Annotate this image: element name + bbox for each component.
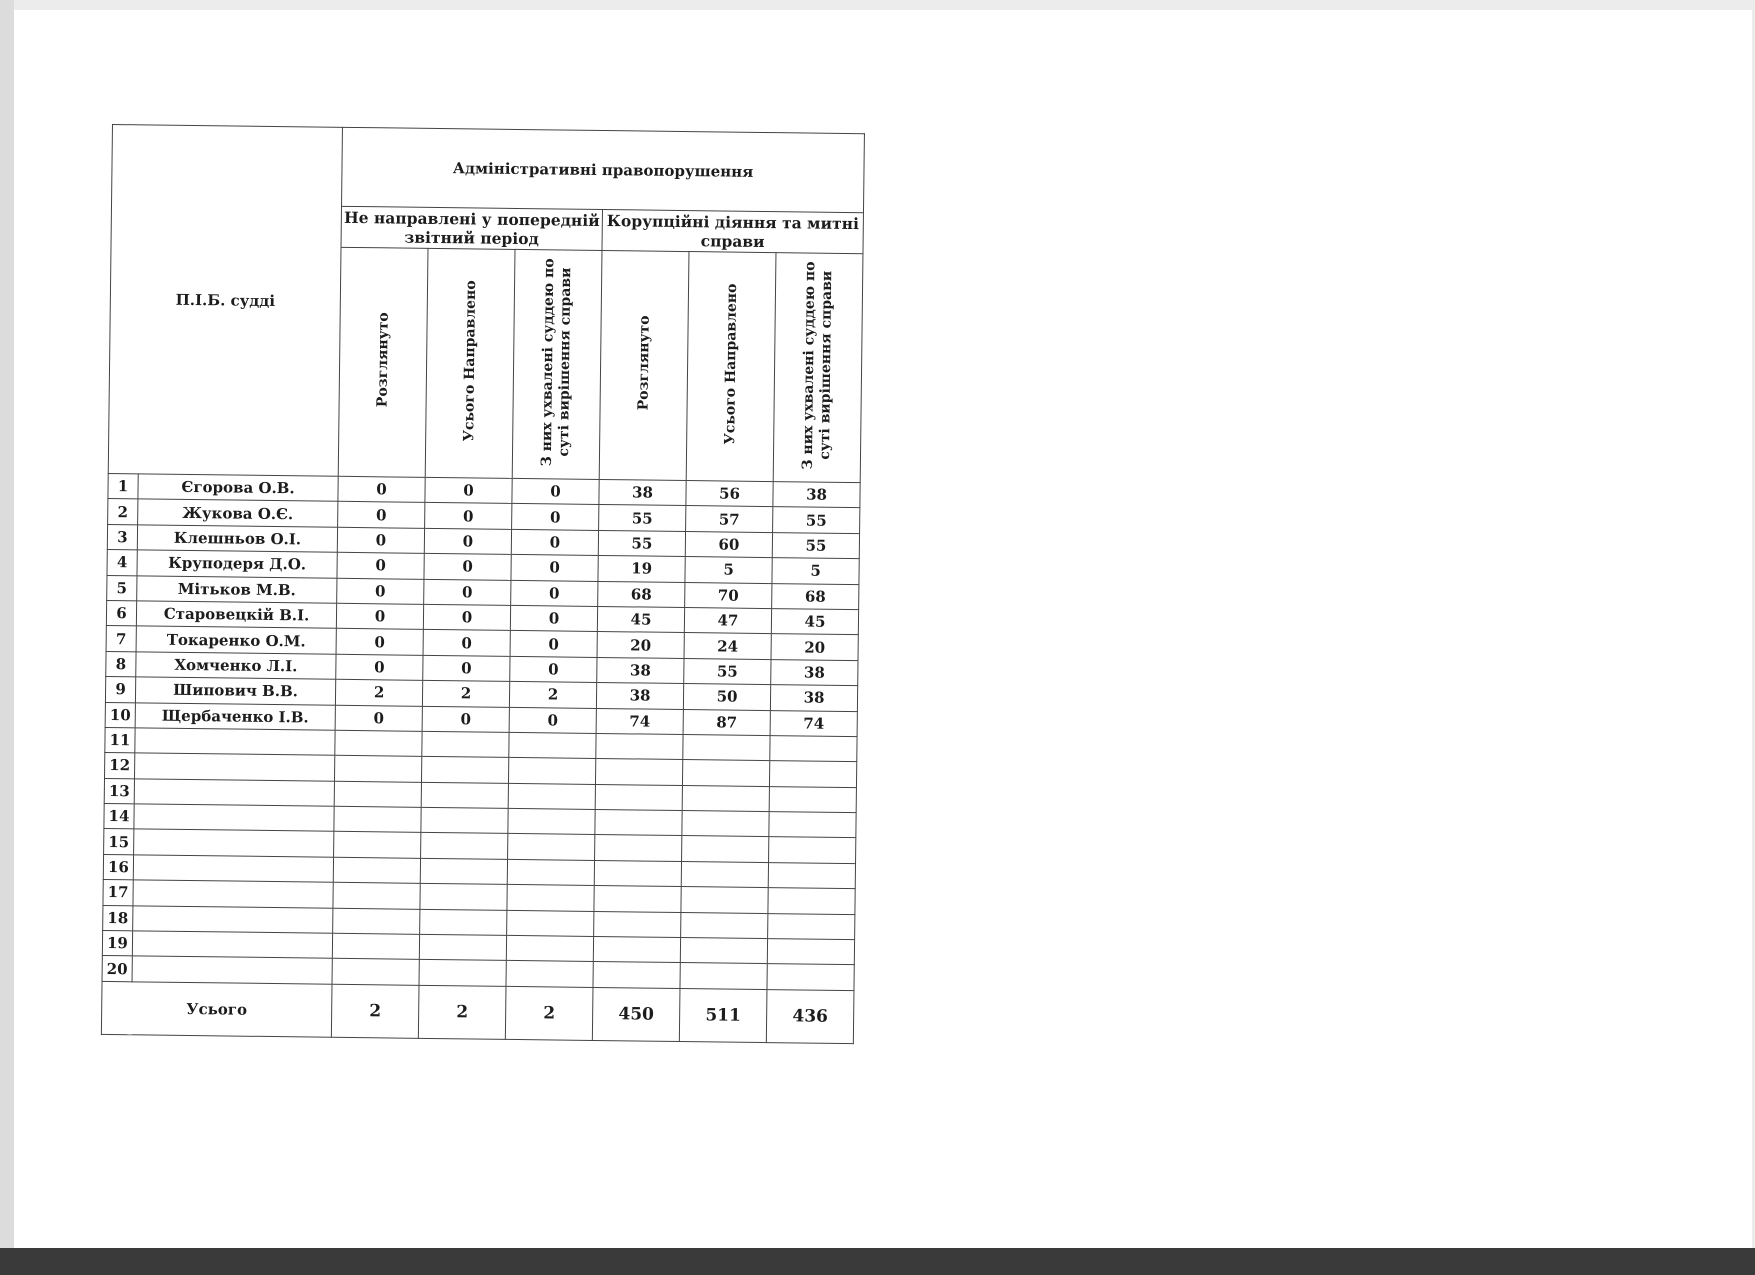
judge-name: [134, 804, 334, 832]
cell-value: 0: [424, 554, 511, 580]
cell-value: 0: [510, 631, 597, 657]
cell-value: 38: [773, 482, 860, 508]
total-value: 511: [679, 988, 767, 1042]
cell-value: 0: [425, 477, 512, 503]
cell-value: [682, 836, 769, 862]
cell-value: 38: [596, 683, 683, 709]
cell-value: [508, 834, 595, 860]
cell-value: [593, 936, 680, 962]
scan-edge-left: [0, 0, 14, 1248]
cell-value: [508, 808, 595, 834]
row-number: 1: [108, 473, 138, 499]
cell-value: 0: [423, 655, 510, 681]
cell-value: 0: [512, 478, 599, 504]
cell-value: [769, 812, 856, 838]
cell-value: 74: [770, 710, 857, 736]
cell-value: [507, 885, 594, 911]
col-header-2: Усього Направлено: [425, 248, 515, 478]
table-title: Адміністративні правопорушення: [342, 127, 865, 212]
judge-name: [134, 779, 334, 807]
cell-value: 0: [423, 630, 510, 656]
cell-value: 0: [422, 706, 509, 732]
cell-value: [334, 781, 421, 807]
col-header-6: З них ухвалені суддею по суті вирішення справи: [773, 253, 863, 483]
judge-name: Єгорова О.В.: [138, 474, 338, 502]
judge-name: [133, 880, 333, 908]
row-number: 2: [108, 499, 138, 525]
judge-name: Мітьков М.В.: [137, 575, 337, 603]
cell-value: [594, 886, 681, 912]
cell-value: 0: [338, 476, 425, 502]
cell-value: [422, 731, 509, 757]
cell-value: [332, 959, 419, 985]
col-header-1: Розглянуто: [338, 247, 428, 477]
cell-value: 20: [771, 634, 858, 660]
judge-name: Шипович В.В.: [135, 677, 335, 705]
cell-value: [767, 964, 854, 990]
judge-name-header: П.І.Б. судді: [108, 125, 342, 477]
cell-value: [421, 833, 508, 859]
cell-value: [683, 734, 770, 760]
cell-value: 0: [511, 529, 598, 555]
cell-value: [506, 935, 593, 961]
cell-value: 47: [684, 607, 771, 633]
judge-name: Старовецкій В.І.: [136, 601, 336, 629]
row-number: 18: [103, 905, 133, 931]
cell-value: 68: [772, 583, 859, 609]
cell-value: [770, 735, 857, 761]
cell-value: 0: [338, 502, 425, 528]
cell-value: [680, 938, 767, 964]
cell-value: [682, 760, 769, 786]
cell-value: 0: [335, 705, 422, 731]
cell-value: [334, 832, 421, 858]
row-number: 4: [107, 550, 137, 576]
cell-value: 38: [770, 685, 857, 711]
cell-value: [680, 963, 767, 989]
cell-value: 0: [510, 605, 597, 631]
cell-value: [767, 939, 854, 965]
cell-value: 20: [597, 632, 684, 658]
cell-value: 24: [684, 633, 771, 659]
cell-value: [681, 887, 768, 913]
cell-value: [335, 730, 422, 756]
judge-name: [135, 753, 335, 781]
cell-value: [333, 883, 420, 909]
cell-value: 68: [598, 581, 685, 607]
cell-value: [420, 909, 507, 935]
cell-value: 38: [597, 657, 684, 683]
cell-value: 0: [336, 603, 423, 629]
col-header-3: З них ухвалені суддею по суті вирішення справи: [512, 249, 602, 479]
group-header-corruption: Корупційні діяння та митні справи: [602, 209, 864, 253]
judge-name: [135, 728, 335, 756]
cell-value: 2: [335, 679, 422, 705]
judge-name: Жукова О.Є.: [138, 499, 338, 527]
row-number: 12: [105, 753, 135, 779]
judge-name: Щербаченко І.В.: [135, 702, 335, 730]
row-number: 20: [102, 956, 132, 982]
row-number: 8: [106, 651, 136, 677]
cell-value: 0: [424, 528, 511, 554]
cell-value: 87: [683, 709, 770, 735]
cell-value: 0: [510, 656, 597, 682]
cell-value: 2: [422, 680, 509, 706]
judge-name: Токаренко О.М.: [136, 626, 336, 654]
cell-value: [420, 884, 507, 910]
row-number: 19: [102, 930, 132, 956]
report-table-container: [101, 124, 864, 1044]
cell-value: [596, 733, 683, 759]
scan-edge-bottom: [0, 1248, 1755, 1275]
cell-value: 0: [337, 578, 424, 604]
cell-value: 50: [683, 684, 770, 710]
col-header-4: Розглянуто: [599, 250, 689, 480]
row-number: 15: [104, 829, 134, 855]
group-header-not-sent: Не направлені у попередній звітний період: [341, 206, 602, 250]
cell-value: 19: [598, 556, 685, 582]
row-number: 6: [106, 600, 136, 626]
cell-value: 0: [509, 707, 596, 733]
cell-value: 55: [772, 532, 859, 558]
cell-value: 57: [686, 506, 773, 532]
judge-name: [132, 931, 332, 959]
judge-name: Хомченко Л.І.: [136, 652, 336, 680]
cell-value: 55: [773, 507, 860, 533]
row-number: 3: [107, 524, 137, 550]
row-number: 13: [104, 778, 134, 804]
cell-value: [681, 861, 768, 887]
totals-row: [101, 981, 854, 1043]
cell-value: 0: [337, 552, 424, 578]
cell-value: [682, 811, 769, 837]
cell-value: 0: [336, 629, 423, 655]
total-value: 2: [331, 984, 419, 1038]
cell-value: [335, 756, 422, 782]
cell-value: 0: [511, 580, 598, 606]
cell-value: [420, 858, 507, 884]
cell-value: 60: [685, 531, 772, 557]
cell-value: [332, 933, 419, 959]
cell-value: [595, 784, 682, 810]
cell-value: [769, 761, 856, 787]
judge-name: Круподеря Д.О.: [137, 550, 337, 578]
cell-value: [594, 860, 681, 886]
row-number: 16: [103, 854, 133, 880]
cell-value: [594, 911, 681, 937]
cell-value: [506, 961, 593, 987]
cell-value: 0: [424, 579, 511, 605]
cell-value: 0: [423, 604, 510, 630]
cell-value: 55: [684, 658, 771, 684]
row-number: 10: [105, 702, 135, 728]
row-number: 9: [105, 677, 135, 703]
cell-value: [769, 837, 856, 863]
cell-value: [768, 913, 855, 939]
cell-value: [595, 759, 682, 785]
cell-value: [421, 757, 508, 783]
judge-name: [133, 905, 333, 933]
cell-value: 56: [686, 481, 773, 507]
cell-value: 0: [337, 527, 424, 553]
cell-value: [508, 783, 595, 809]
cell-value: 5: [685, 557, 772, 583]
totals-label: Усього: [101, 981, 332, 1037]
total-value: 436: [766, 989, 854, 1043]
row-number: 11: [105, 727, 135, 753]
cell-value: [333, 908, 420, 934]
cell-value: [421, 782, 508, 808]
judge-name: Клешньов О.І.: [137, 525, 337, 553]
judge-name: [133, 855, 333, 883]
cell-value: 0: [512, 504, 599, 530]
judge-name: [134, 829, 334, 857]
row-number: 7: [106, 626, 136, 652]
col-header-5: Усього Направлено: [686, 252, 776, 482]
cell-value: [507, 910, 594, 936]
cell-value: [334, 806, 421, 832]
cell-value: [333, 857, 420, 883]
total-value: 2: [505, 986, 593, 1040]
cell-value: [593, 962, 680, 988]
cell-value: 55: [598, 530, 685, 556]
cell-value: [509, 732, 596, 758]
cell-value: [595, 810, 682, 836]
row-number: 5: [107, 575, 137, 601]
cell-value: [768, 888, 855, 914]
cell-value: 38: [599, 479, 686, 505]
cell-value: 0: [336, 654, 423, 680]
cell-value: [769, 786, 856, 812]
row-number: 14: [104, 804, 134, 830]
cell-value: 55: [599, 505, 686, 531]
cell-value: [595, 835, 682, 861]
cell-value: [419, 960, 506, 986]
cell-value: 0: [511, 555, 598, 581]
cell-value: 5: [772, 558, 859, 584]
cell-value: 38: [771, 659, 858, 685]
cell-value: 0: [425, 503, 512, 529]
cell-value: [421, 807, 508, 833]
cell-value: 2: [509, 682, 596, 708]
cell-value: [508, 758, 595, 784]
report-table: [101, 124, 865, 1044]
cell-value: [419, 934, 506, 960]
cell-value: 70: [685, 582, 772, 608]
cell-value: 45: [597, 606, 684, 632]
cell-value: [507, 859, 594, 885]
cell-value: [681, 912, 768, 938]
total-value: 450: [592, 987, 680, 1041]
cell-value: 45: [771, 609, 858, 635]
cell-value: 74: [596, 708, 683, 734]
cell-value: [768, 862, 855, 888]
row-number: 17: [103, 880, 133, 906]
cell-value: [682, 785, 769, 811]
judge-name: [132, 956, 332, 984]
total-value: 2: [418, 985, 506, 1039]
